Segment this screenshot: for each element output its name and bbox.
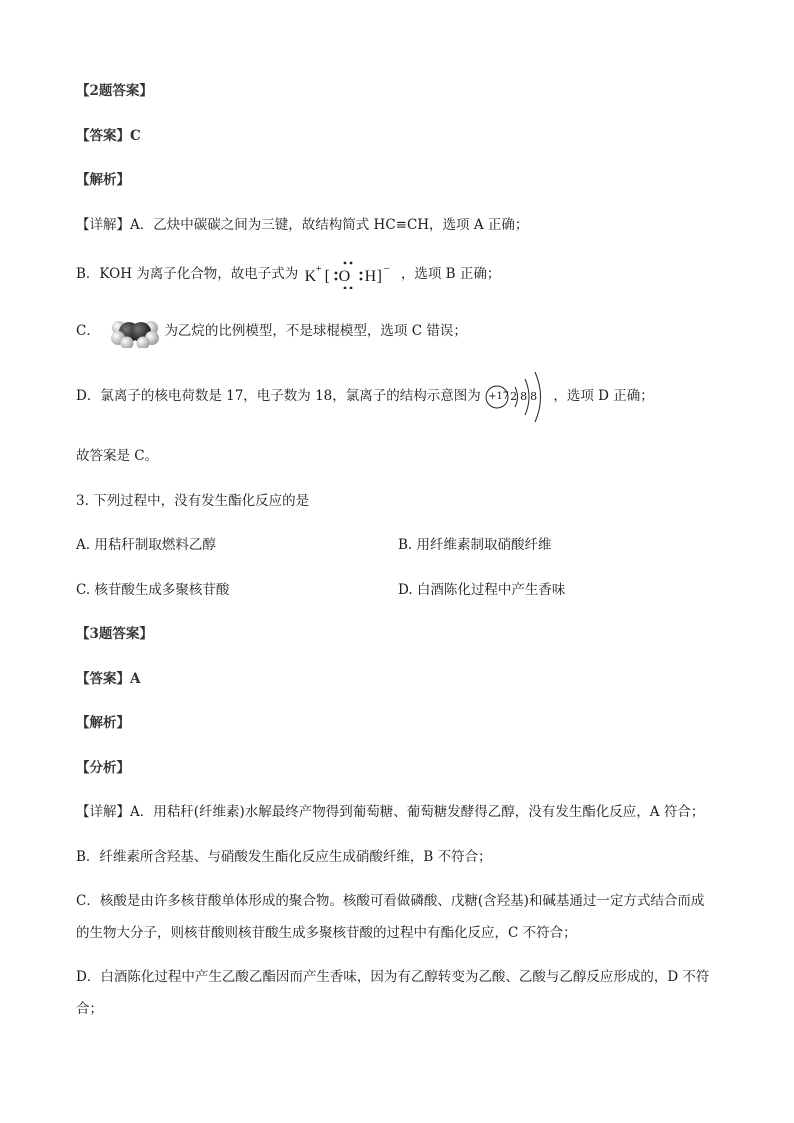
- q2-detail-b-pre: B．KOH 为离子化合物，故电子式为: [76, 266, 299, 282]
- q2-detail-c-pre: C．: [76, 323, 100, 339]
- chloride-ion-diagram: [485, 369, 549, 425]
- ef-cation: K: [304, 267, 317, 285]
- ion-shell-3: 8: [530, 389, 538, 403]
- q2-detail-d-post: ，选项 D 正确；: [553, 388, 654, 404]
- q2-detail-d: [76, 368, 654, 424]
- q2-detail-c-post: 为乙烷的比例模型，不是球棍模型，选项 C 错误；: [164, 323, 467, 339]
- q3-detail-a: 【详解】A．用秸秆(纤维素)水解最终产物得到葡萄糖、葡萄糖发酵得乙醇，没有发生酯化反应，A 符合；: [76, 804, 705, 820]
- electron-formula-koh: [303, 261, 397, 289]
- q2-detail-b: [76, 260, 500, 288]
- ef-right-bracket: ]: [376, 267, 382, 285]
- q2-detail-a: 【详解】A．乙炔中碳碳之间为三键，故结构简式 HC≡CH，选项 A 正确；: [76, 217, 529, 233]
- q3-detail-d-line1: D．白酒陈化过程中产生乙酸乙酯因而产生香味，因为有乙醇转变为乙酸、乙酸与乙醇反应形成的，D 不符: [76, 969, 710, 985]
- ion-shell-2: 8: [520, 389, 528, 403]
- ef-anion-charge: −: [383, 262, 390, 275]
- q3-option-b: B. 用纤维素制取硝酸纤维: [398, 537, 552, 553]
- q2-detail-d-pre: D．氯离子的核电荷数是 17，电子数为 18，氯离子的结构示意图为: [76, 388, 481, 404]
- ion-nucleus-charge: +17: [488, 390, 510, 402]
- q2-conclusion: 故答案是 C。: [76, 448, 159, 464]
- q3-option-d: D. 白酒陈化过程中产生香味: [398, 582, 566, 598]
- q3-fenxi-label: 【分析】: [76, 760, 130, 776]
- q3-answer-line: 【答案】A: [76, 671, 141, 687]
- q2-answer-line: 【答案】C: [76, 128, 141, 144]
- q2-detail-b-post: ，选项 B 正确；: [400, 266, 501, 282]
- q3-answer-header: 【3题答案】: [76, 626, 153, 642]
- q3-option-c: C. 核苷酸生成多聚核苷酸: [76, 582, 230, 598]
- ethane-space-filling-model-icon: [110, 316, 160, 348]
- ef-hydrogen: H: [364, 267, 377, 285]
- ef-oxygen: O: [338, 267, 351, 285]
- q2-analysis-label: 【解析】: [76, 172, 130, 188]
- ef-cation-charge: +: [315, 262, 322, 275]
- q3-detail-b: B．纤维素所含羟基、与硝酸发生酯化反应生成硝酸纤维，B 不符合；: [76, 849, 492, 865]
- q2-detail-c: [76, 315, 467, 347]
- q3-analysis-label: 【解析】: [76, 715, 130, 731]
- q3-stem: 3. 下列过程中，没有发生酯化反应的是: [76, 493, 310, 509]
- q3-option-a: A. 用秸秆制取燃料乙醇: [76, 537, 216, 553]
- q3-detail-c-line2: 的生物大分子，则核苷酸则核苷酸生成多聚核苷酸的过程中有酯化反应，C 不符合；: [76, 925, 577, 941]
- q2-answer-header: 【2题答案】: [76, 83, 153, 99]
- q3-detail-d-line2: 合；: [76, 1001, 103, 1017]
- ef-left-bracket: [: [324, 267, 330, 285]
- ion-shell-1: 2: [510, 389, 518, 403]
- q3-detail-c-line1: C．核酸是由许多核苷酸单体形成的聚合物。核酸可看做磷酸、戊糖(含羟基)和碱基通过一定方式结合而成: [76, 893, 705, 909]
